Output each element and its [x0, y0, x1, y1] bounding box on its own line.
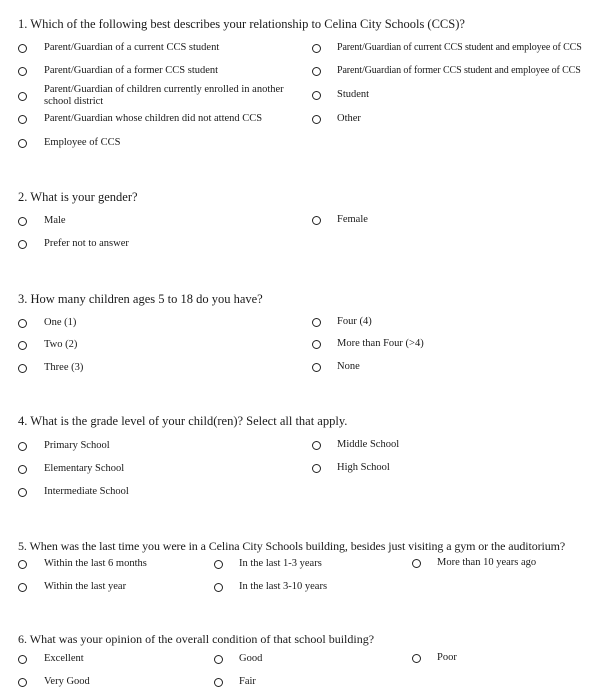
- radio-button[interactable]: [18, 678, 27, 687]
- option-label: Four (4): [337, 316, 372, 327]
- radio-button[interactable]: [312, 91, 321, 100]
- radio-button[interactable]: [18, 364, 27, 373]
- option-label: Parent/Guardian of former CCS student and employee of CCS: [337, 65, 581, 76]
- option-label: None: [337, 361, 360, 372]
- radio-button[interactable]: [214, 560, 223, 569]
- option-label: More than Four (>4): [337, 338, 424, 349]
- option-label: Very Good: [44, 676, 90, 687]
- radio-button[interactable]: [412, 654, 421, 663]
- option-label: Employee of CCS: [44, 137, 121, 148]
- option-label: Prefer not to answer: [44, 238, 129, 249]
- option-label: Parent/Guardian of a current CCS student: [44, 42, 220, 53]
- radio-button[interactable]: [18, 319, 27, 328]
- option-label: Three (3): [44, 362, 84, 373]
- option-label: Other: [337, 113, 361, 124]
- question-6-title: 6. What was your opinion of the overall condition of that school building?: [18, 632, 375, 646]
- option-label: Parent/Guardian of a former CCS student: [44, 65, 219, 76]
- question-5-title: 5. When was the last time you were in a Celina City Schools building, besides just visiting a gym or the auditorium?: [18, 539, 566, 553]
- option-label: Parent/Guardian whose children did not attend CCS: [44, 113, 263, 124]
- radio-button[interactable]: [312, 67, 321, 76]
- radio-button[interactable]: [18, 67, 27, 76]
- option-label: Primary School: [44, 440, 110, 451]
- radio-button[interactable]: [18, 44, 27, 53]
- option-label: Intermediate School: [44, 486, 129, 497]
- radio-button[interactable]: [214, 678, 223, 687]
- option-label: Within the last 6 months: [44, 558, 147, 569]
- option-label: Poor: [437, 652, 457, 663]
- option-label: Female: [337, 214, 368, 225]
- option-label: Two (2): [44, 339, 78, 350]
- radio-button[interactable]: [312, 363, 321, 372]
- radio-button[interactable]: [214, 583, 223, 592]
- option-label: Middle School: [337, 439, 400, 450]
- option-label: In the last 1-3 years: [239, 558, 322, 569]
- radio-button[interactable]: [18, 583, 27, 592]
- radio-button[interactable]: [18, 655, 27, 664]
- option-label: Elementary School: [44, 463, 125, 474]
- radio-button[interactable]: [18, 217, 27, 226]
- option-label: More than 10 years ago: [437, 557, 537, 568]
- radio-button[interactable]: [412, 559, 421, 568]
- option-label: Male: [44, 215, 66, 226]
- question-1-title: 1. Which of the following best describes your relationship to Celina City Schools (CCS)?: [18, 17, 465, 31]
- option-label: High School: [337, 462, 390, 473]
- radio-button[interactable]: [18, 560, 27, 569]
- radio-button[interactable]: [18, 92, 27, 101]
- radio-button[interactable]: [18, 442, 27, 451]
- option-label: Parent/Guardian of children currently enrolled in another school district: [44, 84, 284, 107]
- radio-button[interactable]: [312, 464, 321, 473]
- option-label: Excellent: [44, 653, 84, 664]
- radio-button[interactable]: [312, 115, 321, 124]
- question-4-title: 4. What is the grade level of your child(ren)? Select all that apply.: [18, 414, 348, 428]
- radio-button[interactable]: [312, 441, 321, 450]
- radio-button[interactable]: [18, 465, 27, 474]
- radio-button[interactable]: [18, 240, 27, 249]
- option-label: Student: [337, 89, 370, 100]
- radio-button[interactable]: [214, 655, 223, 664]
- question-2-title: 2. What is your gender?: [18, 190, 138, 204]
- radio-button[interactable]: [312, 340, 321, 349]
- radio-button[interactable]: [312, 44, 321, 53]
- option-label: Good: [239, 653, 263, 664]
- option-label: In the last 3-10 years: [239, 581, 328, 592]
- radio-button[interactable]: [312, 216, 321, 225]
- option-label: Within the last year: [44, 581, 127, 592]
- option-label: Fair: [239, 676, 256, 687]
- option-label: Parent/Guardian of current CCS student and employee of CCS: [337, 42, 582, 53]
- radio-button[interactable]: [18, 115, 27, 124]
- radio-button[interactable]: [18, 341, 27, 350]
- radio-button[interactable]: [312, 318, 321, 327]
- radio-button[interactable]: [18, 139, 27, 148]
- question-3-title: 3. How many children ages 5 to 18 do you have?: [18, 292, 263, 306]
- option-label: One (1): [44, 317, 77, 328]
- radio-button[interactable]: [18, 488, 27, 497]
